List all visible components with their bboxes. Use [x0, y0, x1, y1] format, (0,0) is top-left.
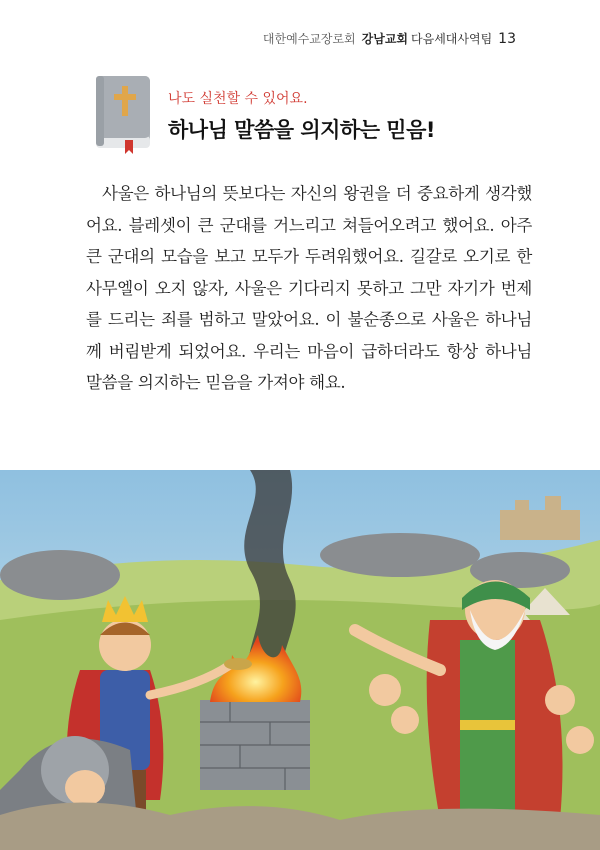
section-title: 하나님 말씀을 의지하는 믿음!: [168, 118, 435, 142]
body-paragraph: 사울은 하나님의 뜻보다는 자신의 왕권을 더 중요하게 생각했어요. 블레셋이 큰 군대를 거느리고 쳐들어오려고 했어요. 아주 큰 군대의 모습을 보고 모두가 두려워했어요. 길갈로 오기로 한 사무엘이 오지 않자, 사울은 기다리지 못하고 그만 자기가 번제를 드리는 죄를 범하고 말았어요. 이 불순종으로 사울은 하나님께 버림받게 되었어요. 우리는 마음이 급하더라도 항상 하나님 말씀을 의지하는 믿음을 가져야 해요.: [86, 184, 532, 392]
header-org: 대한예수교장로회: [262, 32, 356, 46]
bible-icon: [92, 74, 154, 156]
page-header: [263, 30, 516, 47]
header-team: 다음세대사역팀: [411, 32, 493, 46]
section-subtitle: 나도 실천할 수 있어요.: [168, 91, 308, 107]
bible-story-illustration: [0, 470, 600, 850]
page-number: 13: [498, 31, 516, 47]
body-text: [86, 178, 532, 399]
header-church: 강남교회: [361, 32, 409, 46]
